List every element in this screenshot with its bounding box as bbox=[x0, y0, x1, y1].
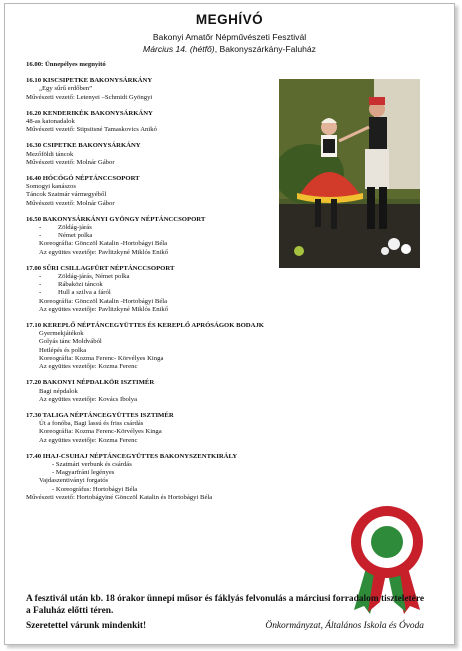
program-item-line: - Magyarfráni legényes bbox=[52, 469, 115, 477]
program-item-heading: 16.40 HÓCÓGÓ NÉPTÁNCCSOPORT bbox=[26, 175, 140, 183]
program-item-heading: 16.30 CSIPETKE BAKONYSÁRKÁNY bbox=[26, 142, 141, 150]
program-item-line: - Koreográfus: Hortobágyi Béla bbox=[52, 485, 138, 493]
program-item-line bbox=[26, 289, 426, 297]
program-item-line-text: Rábaközi táncok bbox=[58, 281, 103, 289]
program-item-line: Bagi népdalok bbox=[39, 387, 78, 395]
program-item-line: Somogyi kanászos bbox=[26, 183, 76, 191]
footer-note: A fesztivál után kb. 18 órakor ünnepi műsor és fáklyás felvonulás a márciusi forradalom tiszteletére a Faluház előtti téren. bbox=[26, 594, 424, 616]
footer-welcome: Szeretettel várunk mindenkit! bbox=[26, 621, 147, 631]
program-item-line: Vajdaszentiványi forgatós bbox=[39, 477, 109, 485]
festival-name: Bakonyi Amatőr Népművészeti Fesztivál bbox=[152, 32, 307, 42]
program-item-line: Gyermekjátékok bbox=[39, 330, 84, 338]
dash-marker: - bbox=[39, 232, 42, 240]
dash-marker: - bbox=[39, 224, 42, 232]
folk-dancers-photo bbox=[279, 79, 420, 268]
page-title: MEGHÍVÓ bbox=[195, 12, 264, 27]
dash-marker: - bbox=[39, 273, 42, 281]
program-item-line-text: Zöldág-járás, Német polka bbox=[58, 273, 130, 281]
program-item bbox=[26, 322, 426, 371]
program-item-line: Koreográfia: Gönczöl Katalin -Hortobágyi Béla bbox=[39, 240, 168, 248]
program-item-line: Művészeti vezető: Hortobágyiné Gönczöl Katalin és Hortobágyi Béla bbox=[26, 493, 213, 501]
program-item-line: Golyás tánc Moldvából bbox=[39, 338, 102, 346]
program-item bbox=[26, 379, 426, 404]
program-item-line: Művészeti vezető: Molnár Gábor bbox=[26, 199, 115, 207]
festival-place: , Bakonyszárkány-Faluház bbox=[214, 44, 316, 54]
program-item-line-text: Zöldág-járás bbox=[58, 224, 92, 232]
program-item-heading: 17.00 SŰRI CSILLAGFÜRT NÉPTÁNCCSOPORT bbox=[26, 264, 175, 272]
program-item-heading: 17.30 TALIGA NÉPTÁNCEGYÜTTES ISZTIMÉR bbox=[26, 411, 174, 419]
program-item-line-text: Hull a szilva a fáról bbox=[58, 289, 111, 297]
program-item-line: Az együttes vezetője: Kozma Ferenc bbox=[39, 363, 138, 371]
program-item-line: Az együttes vezetője: Kovács Ibolya bbox=[39, 395, 138, 403]
program-item-heading: 17.40 IHAJ-CSUHAJ NÉPTÁNCEGYÜTTES BAKONYSZENTKIRÁLY bbox=[26, 452, 238, 460]
program-item-heading: 16.10 KISCSIPETKE BAKONYSÁRKÁNY bbox=[26, 77, 153, 85]
program-item bbox=[26, 453, 426, 502]
festival-date-place bbox=[5, 44, 454, 54]
program-item-line: Az együttes vezetője: Kozma Ferenc bbox=[39, 436, 138, 444]
program-item-heading: 16.20 KENDERIKÉK BAKONYSÁRKÁNY bbox=[26, 109, 153, 117]
program-item-line bbox=[26, 281, 426, 289]
program-item-line: Koreográfia: Kozma Ferenc-Körvélyes Kinga bbox=[39, 428, 162, 436]
footer-signature: Önkormányzat, Általános Iskola és Óvoda bbox=[265, 621, 424, 631]
program-item-line-text: Német polka bbox=[58, 232, 93, 240]
program-item-line: Az együttes vezetője: Pavlitzkyné Miklós Enikő bbox=[39, 305, 169, 313]
program-item-heading: 16.50 BAKONYSÁRKÁNYI GYÖNGY NÉPTÁNCCSOPORT bbox=[26, 215, 206, 223]
program-item-line: Táncok Szatmár vármegyéből bbox=[26, 191, 107, 199]
program-item-line: Művészeti vezető: Stipsitsné Tamaskovics Anikó bbox=[26, 126, 157, 134]
invitation-sheet bbox=[4, 3, 455, 645]
program-item-line: - Szatmári verbunk és csárdás bbox=[52, 460, 132, 468]
program-item-line: 48-as katonadalok bbox=[26, 118, 75, 126]
program-item-heading: 17.20 BAKONYI NÉPDALKÖR ISZTIMÉR bbox=[26, 379, 155, 387]
program-item-line: Koreográfia: Kozma Ferenc- Körvélyes Kinga bbox=[39, 354, 164, 362]
dash-marker: - bbox=[39, 289, 42, 297]
program-item-line: Művészeti vezető: Molnár Gábor bbox=[26, 158, 115, 166]
program-item bbox=[26, 412, 426, 445]
festival-date: Március 14. (hétfő) bbox=[143, 44, 215, 54]
program-item-line: Koreográfia: Gönczöl Katalin -Hortobágyi Béla bbox=[39, 297, 168, 305]
program-item-line: Hetlépés és polka bbox=[39, 346, 87, 354]
opening-item: 16.00: Ünnepélyes megnyitó bbox=[26, 61, 106, 68]
program-item-line: Művészeti vezető: Letenyei –Schmidt Gyöngyi bbox=[26, 93, 153, 101]
program-item-line: „Egy sűrű erdőben” bbox=[39, 85, 93, 93]
program-item-line: Az együttes vezetője: Pavlitzkyné Miklós Enikő bbox=[39, 248, 169, 256]
dash-marker: - bbox=[39, 281, 42, 289]
program-item bbox=[26, 265, 426, 314]
program-item-line: Mezőföldi táncok bbox=[26, 150, 74, 158]
program-item-line: Út a fonóba, Bagi lassú és friss csárdás bbox=[39, 420, 144, 428]
program-item-line bbox=[26, 273, 426, 281]
program-item-heading: 17.10 KEREPLŐ NÉPTÁNCEGYÜTTES ÉS KEREPLŐ APRÓSÁGOK BODAJK bbox=[26, 322, 264, 330]
